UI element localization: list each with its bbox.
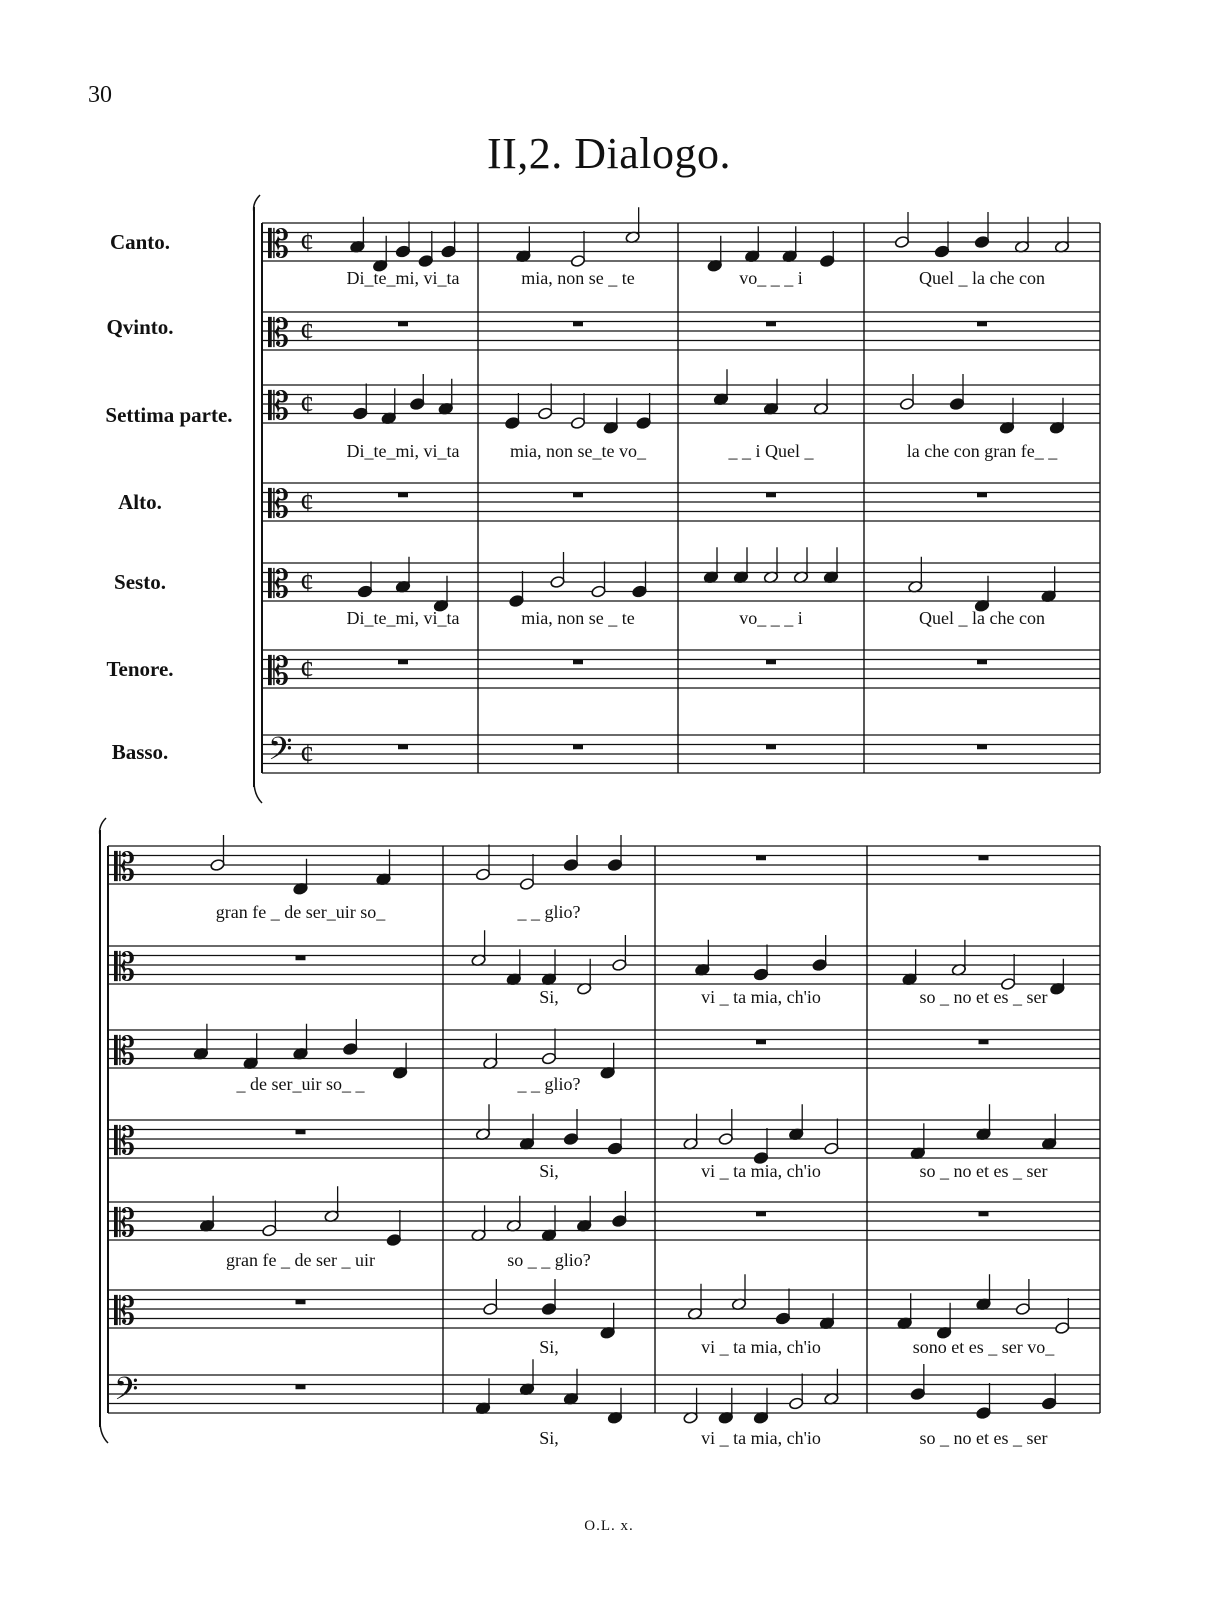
whole-rest: [398, 660, 408, 665]
whole-rest: [573, 660, 583, 665]
c-clef-icon: 𝄡: [268, 313, 290, 356]
whole-rest: [398, 493, 408, 498]
lyric-text: Quel _ la che con: [919, 608, 1045, 628]
lyric-text: vi _ ta mia, ch'io: [701, 1337, 821, 1357]
voice-label-tenore: Tenore.: [106, 657, 174, 681]
whole-rest: [979, 856, 989, 861]
lyric-text: Si,: [539, 1337, 559, 1357]
lyric-text: vo_ _ _ i: [739, 608, 803, 628]
c-clef-icon: 𝄡: [114, 1203, 136, 1246]
lyric-text: mia, non se _ te: [521, 608, 635, 628]
whole-rest: [756, 856, 766, 861]
lyric-text: so _ no et es _ ser: [919, 1161, 1048, 1181]
lyric-text: vo_ _ _ i: [739, 268, 803, 288]
c-clef-icon: 𝄡: [268, 564, 290, 607]
bass-clef-icon: 𝄢: [268, 732, 293, 775]
time-signature: ¢: [300, 739, 314, 771]
lyric-text: gran fe _ de ser _ uir: [226, 1250, 375, 1270]
whole-rest: [979, 1040, 989, 1045]
whole-rest: [977, 660, 987, 665]
lyric-text: Quel _ la che con: [919, 268, 1045, 288]
whole-rest: [766, 745, 776, 750]
bracket-hook-bottom: [100, 1421, 108, 1443]
c-clef-icon: 𝄡: [268, 651, 290, 694]
page-number: 30: [88, 82, 112, 108]
whole-rest: [296, 1385, 306, 1390]
whole-rest: [756, 1212, 766, 1217]
lyric-text: Si,: [539, 1428, 559, 1448]
bracket-hook-bottom: [254, 781, 262, 803]
lyric-text: Si,: [539, 1161, 559, 1181]
whole-rest: [573, 322, 583, 327]
whole-rest: [296, 956, 306, 961]
c-clef-icon: 𝄡: [114, 1031, 136, 1074]
c-clef-icon: 𝄡: [268, 224, 290, 267]
bass-clef-icon: 𝄢: [114, 1372, 139, 1415]
whole-rest: [979, 1212, 989, 1217]
whole-rest: [573, 493, 583, 498]
lyric-text: mia, non se_te vo_: [510, 441, 646, 461]
lyric-text: _ _ i Quel _: [728, 441, 814, 461]
c-clef-icon: 𝄡: [268, 386, 290, 429]
lyric-text: so _ no et es _ ser: [919, 1428, 1048, 1448]
c-clef-icon: 𝄡: [114, 1121, 136, 1164]
voice-label-settima-parte: Settima parte.: [105, 403, 233, 427]
lyric-text: so _ no et es _ ser: [919, 987, 1048, 1007]
lyric-text: _ _ glio?: [517, 902, 581, 922]
lyric-text: _ de ser_uir so_ _: [236, 1074, 365, 1094]
piece-title: II,2. Dialogo.: [486, 129, 732, 178]
lyric-text: _ _ glio?: [517, 1074, 581, 1094]
whole-rest: [766, 322, 776, 327]
lyric-text: vi _ ta mia, ch'io: [701, 1428, 821, 1448]
lyric-text: so _ _ glio?: [507, 1250, 591, 1270]
whole-rest: [766, 493, 776, 498]
page-footer: O.L. x.: [584, 1518, 634, 1534]
whole-rest: [977, 322, 987, 327]
whole-rest: [398, 745, 408, 750]
voice-label-sesto: Sesto.: [114, 570, 166, 594]
time-signature: ¢: [300, 227, 314, 259]
lyric-text: la che con gran fe_ _: [906, 441, 1058, 461]
voice-label-alto: Alto.: [118, 490, 162, 514]
whole-rest: [296, 1300, 306, 1305]
time-signature: ¢: [300, 389, 314, 421]
time-signature: ¢: [300, 567, 314, 599]
c-clef-icon: 𝄡: [114, 847, 136, 890]
whole-rest: [296, 1130, 306, 1135]
lyric-text: sono et es _ ser vo_: [912, 1337, 1055, 1357]
voice-label-canto: Canto.: [109, 230, 171, 254]
lyric-text: mia, non se _ te: [521, 268, 635, 288]
lyric-text: vi _ ta mia, ch'io: [701, 1161, 821, 1181]
whole-rest: [398, 322, 408, 327]
whole-rest: [977, 745, 987, 750]
whole-rest: [756, 1040, 766, 1045]
c-clef-icon: 𝄡: [114, 1291, 136, 1334]
lyric-text: Si,: [539, 987, 559, 1007]
time-signature: ¢: [300, 654, 314, 686]
lyric-text: Di_te_mi, vi_ta: [346, 268, 460, 288]
time-signature: ¢: [300, 316, 314, 348]
c-clef-icon: 𝄡: [268, 484, 290, 527]
voice-label-qvinto: Qvinto.: [106, 315, 174, 339]
voice-label-basso: Basso.: [111, 740, 169, 764]
time-signature: ¢: [300, 487, 314, 519]
whole-rest: [977, 493, 987, 498]
c-clef-icon: 𝄡: [114, 947, 136, 990]
whole-rest: [766, 660, 776, 665]
lyric-text: Di_te_mi, vi_ta: [346, 441, 460, 461]
lyric-text: vi _ ta mia, ch'io: [701, 987, 821, 1007]
whole-rest: [573, 745, 583, 750]
lyric-text: Di_te_mi, vi_ta: [346, 608, 460, 628]
lyric-text: gran fe _ de ser_uir so_: [215, 902, 386, 922]
